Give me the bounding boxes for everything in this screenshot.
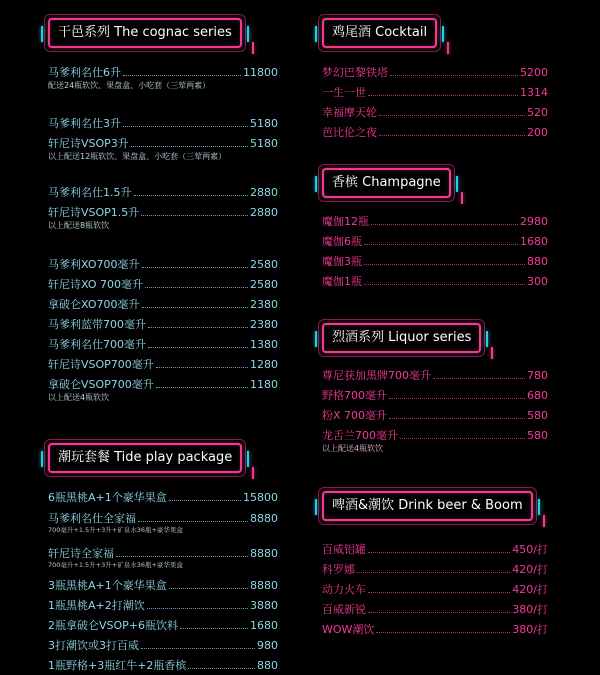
- leader-dots: [368, 552, 510, 553]
- menu-item: [322, 580, 548, 597]
- item-name: 3瓶黑桃A+1个豪华果盒: [48, 579, 167, 592]
- item-name: 轩尼诗VSOP3升: [48, 137, 129, 150]
- cognac-title: 干邑系列 The cognac series: [58, 25, 232, 40]
- item-price: 1180: [250, 378, 278, 391]
- menu-item: [48, 616, 278, 633]
- beer-section-header: [322, 491, 548, 521]
- leader-dots: [156, 367, 248, 368]
- item-name: 尊尼获加黑牌700毫升: [322, 369, 431, 382]
- item-name: 轩尼诗全家福: [48, 547, 114, 560]
- menu-item: [322, 232, 548, 249]
- item-price: 980: [257, 639, 278, 652]
- leader-dots: [169, 588, 248, 589]
- leader-dots: [376, 632, 510, 633]
- leader-dots: [145, 287, 248, 288]
- item-price: 15800: [243, 491, 278, 504]
- group-note: 以上配送4瓶软饮: [322, 444, 384, 453]
- cognac-section-header: [48, 18, 278, 48]
- item-price: 1680: [250, 619, 278, 632]
- item-name: 一生一世: [322, 86, 366, 99]
- item-name: 马爹利名仕全家福: [48, 512, 136, 525]
- leader-dots: [141, 215, 248, 216]
- liquor-section-header: [322, 323, 548, 353]
- neon-accent-icon: [41, 26, 43, 42]
- menu-item: [48, 114, 278, 131]
- neon-accent-icon: [456, 176, 458, 192]
- menu-item: [48, 315, 278, 332]
- tide-title: 潮玩套餐 Tide play package: [58, 450, 233, 465]
- menu-item: [322, 406, 548, 423]
- item-name: 幸福摩天轮: [322, 106, 377, 119]
- item-name: 动力火车: [322, 583, 366, 596]
- menu-item: [48, 544, 278, 561]
- item-name: WOW潮饮: [322, 623, 375, 636]
- leader-dots: [371, 224, 518, 225]
- menu-item: [322, 366, 548, 383]
- menu-item: [48, 203, 278, 220]
- leader-dots: [379, 115, 525, 116]
- cognac-title-frame: [48, 18, 242, 48]
- item-name: 拿破仑XO700毫升: [48, 298, 140, 311]
- leader-dots: [390, 75, 518, 76]
- leader-dots: [389, 398, 525, 399]
- menu-item: [322, 123, 548, 140]
- leader-dots: [364, 264, 525, 265]
- leader-dots: [400, 438, 525, 439]
- group-note: 以上配送12瓶软饮、果盘盒、小吃套（三荤两素）: [48, 152, 227, 161]
- beer-title-frame: [322, 491, 533, 521]
- tide-section-header: [48, 443, 278, 473]
- item-name: 轩尼诗VSOP1.5升: [48, 206, 140, 219]
- item-price: 380/打: [512, 623, 548, 636]
- menu-item: [322, 540, 548, 557]
- leader-dots: [148, 327, 248, 328]
- item-price: 1280: [250, 358, 278, 371]
- menu-item: [322, 252, 548, 269]
- leader-dots: [368, 612, 510, 613]
- liquor-list: [322, 366, 548, 455]
- leader-dots: [142, 267, 249, 268]
- item-name: 龙舌兰700毫升: [322, 429, 398, 442]
- item-price: 2880: [250, 186, 278, 199]
- item-name: 马爹利XO700毫升: [48, 258, 140, 271]
- leader-dots: [147, 608, 248, 609]
- leader-dots: [116, 556, 248, 557]
- cognac-group-1-5l: [48, 183, 278, 232]
- cognac-group-3l: [48, 114, 278, 163]
- item-price: 2580: [250, 278, 278, 291]
- item-price: 420/打: [512, 583, 548, 596]
- cognac-group-6l: [48, 63, 278, 92]
- group-note: 以上配送4瓶软饮: [48, 393, 110, 402]
- item-subnote: 700毫升+1.5升+3升+矿泉水36瓶+豪华果盒: [48, 561, 183, 569]
- menu-item: [48, 183, 278, 200]
- menu-item: [322, 426, 548, 443]
- cognac-group-700ml: [48, 255, 278, 404]
- item-price: 2980: [520, 215, 548, 228]
- menu-item: [322, 103, 548, 120]
- neon-accent-icon: [315, 331, 317, 347]
- tide-title-frame: [48, 443, 242, 473]
- item-name: 魔伽3瓶: [322, 255, 362, 268]
- champagne-section-header: [322, 168, 548, 198]
- beer-list: [322, 540, 548, 637]
- item-name: 马爹利名仕6升: [48, 66, 121, 79]
- neon-accent-icon: [315, 176, 317, 192]
- item-price: 580: [527, 429, 548, 442]
- item-name: 魔伽1瓶: [322, 275, 362, 288]
- item-price: 1380: [250, 338, 278, 351]
- item-price: 780: [527, 369, 548, 382]
- leader-dots: [389, 418, 525, 419]
- cocktail-title: 鸡尾酒 Cocktail: [332, 25, 428, 40]
- neon-accent-icon: [315, 26, 317, 42]
- menu-item: [48, 335, 278, 352]
- leader-dots: [368, 95, 518, 96]
- leader-dots: [131, 146, 248, 147]
- item-name: 科罗娜: [322, 563, 355, 576]
- cocktail-list: [322, 63, 548, 140]
- item-subnote: 700毫升+1.5升+3升+矿泉水36瓶+豪华果盒: [48, 526, 183, 534]
- item-price: 1314: [520, 86, 548, 99]
- cocktail-title-frame: [322, 18, 437, 48]
- tide-list: [48, 488, 278, 673]
- neon-accent-icon: [252, 42, 254, 54]
- leader-dots: [188, 668, 255, 669]
- item-name: 马爹利名仕700毫升: [48, 338, 146, 351]
- item-name: 芭比伦之夜: [322, 126, 377, 139]
- neon-accent-icon: [543, 515, 545, 527]
- leader-dots: [123, 126, 248, 127]
- neon-accent-icon: [247, 451, 249, 467]
- menu-item: [48, 636, 278, 653]
- item-price: 5180: [250, 117, 278, 130]
- item-name: 轩尼诗XO 700毫升: [48, 278, 143, 291]
- leader-dots: [148, 347, 248, 348]
- neon-accent-icon: [442, 26, 444, 42]
- menu-item: [48, 355, 278, 372]
- item-name: 梦幻巴黎铁塔: [322, 66, 388, 79]
- menu-item: [322, 272, 548, 289]
- neon-accent-icon: [447, 42, 449, 54]
- group-note: 配送24瓶软饮、果盘盒、小吃套（三荤两素）: [48, 81, 211, 90]
- leader-dots: [141, 648, 255, 649]
- champagne-title-frame: [322, 168, 451, 198]
- neon-accent-icon: [247, 26, 249, 42]
- item-name: 拿破仑VSOP700毫升: [48, 378, 154, 391]
- menu-item: [48, 576, 278, 593]
- item-name: 1瓶黑桃A+2打潮饮: [48, 599, 145, 612]
- item-price: 2580: [250, 258, 278, 271]
- item-price: 5200: [520, 66, 548, 79]
- cocktail-section-header: [322, 18, 548, 48]
- leader-dots: [169, 500, 241, 501]
- menu-item: [322, 83, 548, 100]
- item-price: 2380: [250, 298, 278, 311]
- leader-dots: [364, 284, 525, 285]
- item-price: 11800: [243, 66, 278, 79]
- item-price: 2380: [250, 318, 278, 331]
- beer-title: 啤酒&潮饮 Drink beer & Boom: [332, 498, 523, 513]
- item-price: 300: [527, 275, 548, 288]
- item-price: 520: [527, 106, 548, 119]
- item-name: 魔伽12瓶: [322, 215, 369, 228]
- menu-item: [48, 488, 278, 505]
- item-name: 野格700毫升: [322, 389, 387, 402]
- neon-accent-icon: [315, 499, 317, 515]
- item-name: 轩尼诗VSOP700毫升: [48, 358, 154, 371]
- menu-item: [48, 656, 278, 673]
- menu-item: [48, 375, 278, 392]
- liquor-title: 烈酒系列 Liquor series: [332, 330, 472, 345]
- neon-accent-icon: [538, 499, 540, 515]
- item-price: 8880: [250, 579, 278, 592]
- item-price: 420/打: [512, 563, 548, 576]
- menu-item: [322, 560, 548, 577]
- item-name: 百威铝罐: [322, 543, 366, 556]
- menu-item: [48, 295, 278, 312]
- item-price: 380/打: [512, 603, 548, 616]
- menu-item: [322, 63, 548, 80]
- champagne-title: 香槟 Champagne: [332, 175, 441, 190]
- leader-dots: [379, 135, 525, 136]
- item-name: 3打潮饮或3打百威: [48, 639, 139, 652]
- menu-item: [48, 275, 278, 292]
- item-price: 8880: [250, 512, 278, 525]
- leader-dots: [368, 592, 510, 593]
- leader-dots: [138, 521, 248, 522]
- leader-dots: [180, 628, 248, 629]
- item-price: 1680: [520, 235, 548, 248]
- menu-item: [48, 134, 278, 151]
- menu-item: [48, 509, 278, 526]
- item-name: 粉X 700毫升: [322, 409, 388, 422]
- item-name: 百威新锐: [322, 603, 366, 616]
- liquor-title-frame: [322, 323, 481, 353]
- item-price: 450/打: [512, 543, 548, 556]
- leader-dots: [134, 195, 249, 196]
- neon-accent-icon: [41, 451, 43, 467]
- item-price: 2880: [250, 206, 278, 219]
- menu-item: [48, 596, 278, 613]
- neon-accent-icon: [491, 347, 493, 359]
- item-price: 5180: [250, 137, 278, 150]
- item-name: 马爹利名仕3升: [48, 117, 121, 130]
- neon-accent-icon: [252, 467, 254, 479]
- leader-dots: [364, 244, 518, 245]
- menu-item: [322, 600, 548, 617]
- leader-dots: [433, 378, 525, 379]
- item-price: 680: [527, 389, 548, 402]
- leader-dots: [156, 387, 248, 388]
- leader-dots: [123, 75, 241, 76]
- menu-item: [48, 255, 278, 272]
- item-name: 1瓶野格+3瓶红牛+2瓶香槟: [48, 659, 187, 672]
- item-name: 2瓶拿破仑VSOP+6瓶饮料: [48, 619, 179, 632]
- item-price: 880: [527, 255, 548, 268]
- group-note: 以上配送8瓶软饮: [48, 221, 110, 230]
- champagne-list: [322, 212, 548, 289]
- item-price: 880: [257, 659, 278, 672]
- item-price: 580: [527, 409, 548, 422]
- neon-accent-icon: [461, 192, 463, 204]
- item-name: 马爹利名仕1.5升: [48, 186, 132, 199]
- leader-dots: [357, 572, 510, 573]
- neon-accent-icon: [486, 331, 488, 347]
- menu-item: [322, 386, 548, 403]
- menu-item: [48, 63, 278, 80]
- item-name: 马爹利蓝带700毫升: [48, 318, 146, 331]
- item-price: 3880: [250, 599, 278, 612]
- item-price: 200: [527, 126, 548, 139]
- menu-item: [322, 212, 548, 229]
- menu-item: [322, 620, 548, 637]
- item-price: 8880: [250, 547, 278, 560]
- leader-dots: [142, 307, 249, 308]
- item-name: 6瓶黑桃A+1个豪华果盒: [48, 491, 167, 504]
- item-name: 魔伽6瓶: [322, 235, 362, 248]
